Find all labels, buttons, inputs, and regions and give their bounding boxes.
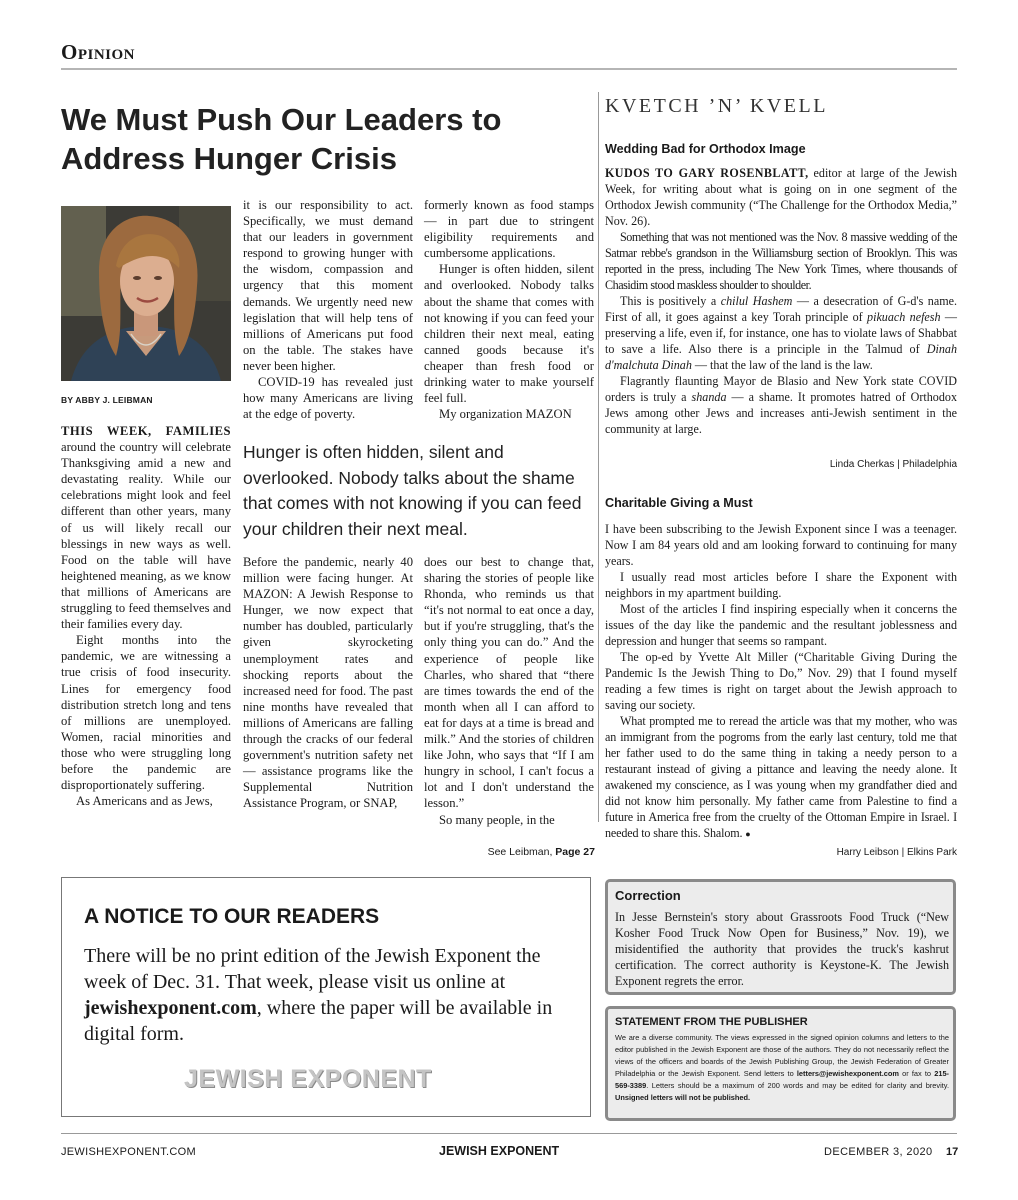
letter-paragraph: I usually read most articles before I share the Exponent with neighbors in my apartment building. (605, 570, 957, 600)
article-paragraph: Eight months into the pandemic, we are witnessing a true crisis of food insecurity. Lines for emergency food distribution stretch long and tens of millions are unemployed. Women, racial minorities and those who were struggling long before the pandemic are disproportionately suffering. (61, 633, 231, 793)
letter-1-signature: Linda Cherkas | Philadelphia (829, 459, 957, 470)
footer-rule (61, 1133, 957, 1134)
author-portrait-image (61, 206, 231, 381)
letter-text: What prompted me to reread the article was that my mother, who was an immigrant from the pogroms from the early last century, told me that her father used to do the same thing in taking a needy person to a restaurant instead of giving a pittance and leaving the needy alone. It awakened my conscience, as I was young when my grandfather died and did not know him personally. My father came from Palestine to find a future in America free from the cruelty of the Ottoman Empire in Israel. I needed to share this. Shalom. (605, 714, 957, 840)
end-mark-icon: ● (745, 829, 751, 839)
article-byline: BY ABBY J. LEIBMAN (61, 395, 153, 405)
article-column-3-top (424, 197, 594, 422)
letter-paragraph (605, 165, 957, 229)
letter-1-headline: Wedding Bad for Orthodox Image (605, 142, 806, 156)
publisher-text: or fax to (898, 1069, 935, 1079)
letters-email-link[interactable]: letters@jewishexponent.com (796, 1069, 899, 1079)
article-paragraph: Hunger is often hidden, silent and overlooked. Nobody talks about the shame that comes with not knowing if you can feed your children their next meal, eating canned goods because it's cheaper than fresh food or drinking water to make yourself feel full. (424, 262, 594, 406)
jump-reference[interactable] (420, 846, 595, 858)
letter-italic-term: chilul Hashem (720, 294, 793, 308)
article-paragraph: does our best to change that, sharing the stories of people like Rhonda, who reminds us that “it's not normal to eat once a day, but if you're struggling, that's the only thing you can do.” And the experience of people like Charles, who shared that “there are times towards the end of the month when all I can afford to eat for days at a time is bread and milk.” And the stories of children like John, who says that “If I am hungry in school, I can't focus a lot and I don't understand the lesson.” (424, 555, 594, 811)
letter-italic-term: shanda (691, 390, 727, 404)
article-paragraph: Before the pandemic, nearly 40 million were facing hunger. At MAZON: A Jewish Response to Hunger, we now expect that number has doubled, particularly given skyrocketing unemployment rates and shocking reports about the increased need for food. The past nine months have revealed that millions of Americans are falling through the cracks of our federal government's nutrition safety net — assistance programs like the Supplemental Nutrition Assistance Program, or SNAP, (243, 555, 413, 811)
page-number: 17 (946, 1146, 959, 1158)
correction-title: Correction (615, 888, 681, 903)
letter-paragraph: The op-ed by Yvette Alt Miller (“Charitable Giving During the Pandemic Is the Jewish Thing to Do,” Nov. 29) that I found myself reading a few times is right on target about the Jewish approach to saving our society. (605, 650, 957, 712)
article-paragraph: So many people, in the (439, 812, 555, 827)
publisher-bold-note: Unsigned letters will not be published. (615, 1093, 751, 1103)
article-headline: We Must Push Our Leaders to Address Hunger Crisis (61, 102, 502, 176)
letter-2-body (605, 521, 957, 842)
footer-date: DECEMBER 3, 2020 (824, 1146, 933, 1158)
column-divider (598, 92, 599, 822)
pull-quote: Hunger is often hidden, silent and overlooked. Nobody talks about the shame that comes with not knowing if you can feed your children their next meal. (243, 442, 582, 539)
article-column-1 (61, 423, 231, 809)
letter-paragraph: I have been subscribing to the Jewish Exponent since I was a teenager. Now I am 84 years old and am looking forward to continuing for many years. (605, 522, 957, 568)
jewish-exponent-logo: JEWISH EXPONENT (184, 1065, 432, 1093)
footer-paper-name: JEWISH EXPONENT (439, 1144, 560, 1158)
letter-text: Flagrantly flaunting Mayor de Blasio and New York state COVID orders is truly a (605, 374, 957, 404)
letter-text: editor at large of the Jewish Week, for writing about what is going on in one segment of the Orthodox Jewish community (“The Challenge for the Orthodox Media,” Nov. 26). (605, 166, 957, 228)
letter-2-signature: Harry Leibson | Elkins Park (836, 847, 957, 858)
letter-paragraph: Most of the articles I find inspiring especially when it concerns the issues of the day like the pandemic and the resultant joblessness and depression and hunger that seems so rampant. (605, 602, 957, 648)
article-paragraph: My organization MAZON (439, 407, 572, 422)
letter-1-body (605, 165, 957, 437)
letter-paragraph (605, 293, 957, 373)
letter-text: — preserving a life, even if, for instance, one has to violate laws of Shabbat to save a life. Also there is a principle in the Talmud of (605, 310, 958, 356)
article-paragraph: formerly known as food stamps — in part due to stringent eligibility requirements and cumbersome applications. (424, 198, 594, 261)
letter-text: — that the law of the land is the law. (691, 358, 873, 372)
publisher-statement-body (615, 1032, 949, 1105)
letter-lead-in: KUDOS TO GARY ROSENBLATT, (605, 166, 809, 180)
notice-text: , where the paper will be available in digital form. (84, 997, 553, 1045)
article-column-2-top (243, 197, 413, 422)
author-photo (61, 206, 231, 381)
article-column-2-bottom (243, 554, 413, 812)
top-rule (61, 68, 957, 70)
publisher-statement-title: STATEMENT FROM THE PUBLISHER (615, 1016, 808, 1028)
jump-reference-page: Page 27 (555, 846, 595, 858)
article-paragraph: it is our responsibility to act. Specifically, we must demand that our leaders in government respond to growing hunger with the wisdom, compassion and urgency that this moment demands. We urgently need new legislation that will help tens of millions of Americans put food on the table. The stakes have never been higher. (243, 198, 413, 373)
letter-italic-term: pikuach nefesh (867, 310, 941, 324)
article-column-3-bottom (424, 554, 594, 828)
notice-body (84, 943, 574, 1047)
article-lead-in: THIS WEEK, FAMILIES (61, 424, 231, 438)
letter-paragraph (605, 373, 957, 437)
correction-body: In Jesse Bernstein's story about Grassroots Food Truck (“New Kosher Food Truck Now Open for Business,” Nov. 19), we misidentified the authority that provides the truck's kashrut certification. The correct authority is Keystone-K. The Jewish Exponent regrets the error. (615, 910, 949, 988)
article-text: around the country will celebrate Thanksgiving amid a new and devastating reality. While our celebrations might look and feel different than other years, many of us will likely recall our blessings in new ways as well. Food on the table will have heightened meaning, as we know that millions of Americans are struggling to feed themselves and their families every day. (61, 440, 231, 632)
fax-number: 215-569-3389 (615, 1069, 950, 1091)
letter-paragraph (605, 713, 957, 842)
publisher-text: . Letters should be a maximum of 200 words and may be edited for clarity and brevity. (646, 1081, 949, 1091)
notice-text: There will be no print edition of the Jewish Exponent the week of Dec. 31. That week, please visit us online at (84, 945, 541, 993)
section-title: Opinion (61, 40, 136, 64)
article-paragraph (61, 423, 231, 632)
jump-reference-text: See Leibman, (487, 846, 556, 858)
footer-url[interactable]: JEWISHEXPONENT.COM (61, 1146, 196, 1158)
letter-text: This is positively a (620, 294, 721, 308)
letter-italic-term: Dinah d'malchuta Dinah (605, 342, 957, 372)
notice-website-link[interactable]: jewishexponent.com (84, 997, 257, 1019)
kvetch-kvell-title: KVETCH ’N’ KVELL (605, 95, 828, 117)
article-paragraph: COVID-19 has revealed just how many Americans are living at the edge of poverty. (243, 375, 413, 422)
letter-paragraph: Something that was not mentioned was the Nov. 8 massive wedding of the Satmar rebbe's grandson in the Williamsburg section of Brooklyn. This was reported in the press, including The New York Times, where thousands of Chasidim stood maskless shoulder to shoulder. (605, 230, 957, 292)
letter-text: — a desecration of G-d's name. First of all, it goes against a key Torah principle of (605, 294, 958, 324)
publisher-text: We are a diverse community. The views expressed in the signed opinion columns and letters to the editor published in the Jewish Exponent are those of the authors. They do not necessarily reflect the views of the officers and boards of the Jewish Publishing Group, the Jewish Federation of Greater Philadelphia or the Jewish Exponent. Send letters to (615, 1033, 949, 1079)
letter-2-headline: Charitable Giving a Must (605, 496, 753, 510)
article-paragraph: As Americans and as Jews, (76, 794, 213, 809)
letter-text: — a shame. It promotes hatred of Orthodox Jews among other Jews and increases anti-Jewish sentiment in the community at large. (605, 390, 957, 436)
notice-title: A NOTICE TO OUR READERS (84, 905, 380, 928)
